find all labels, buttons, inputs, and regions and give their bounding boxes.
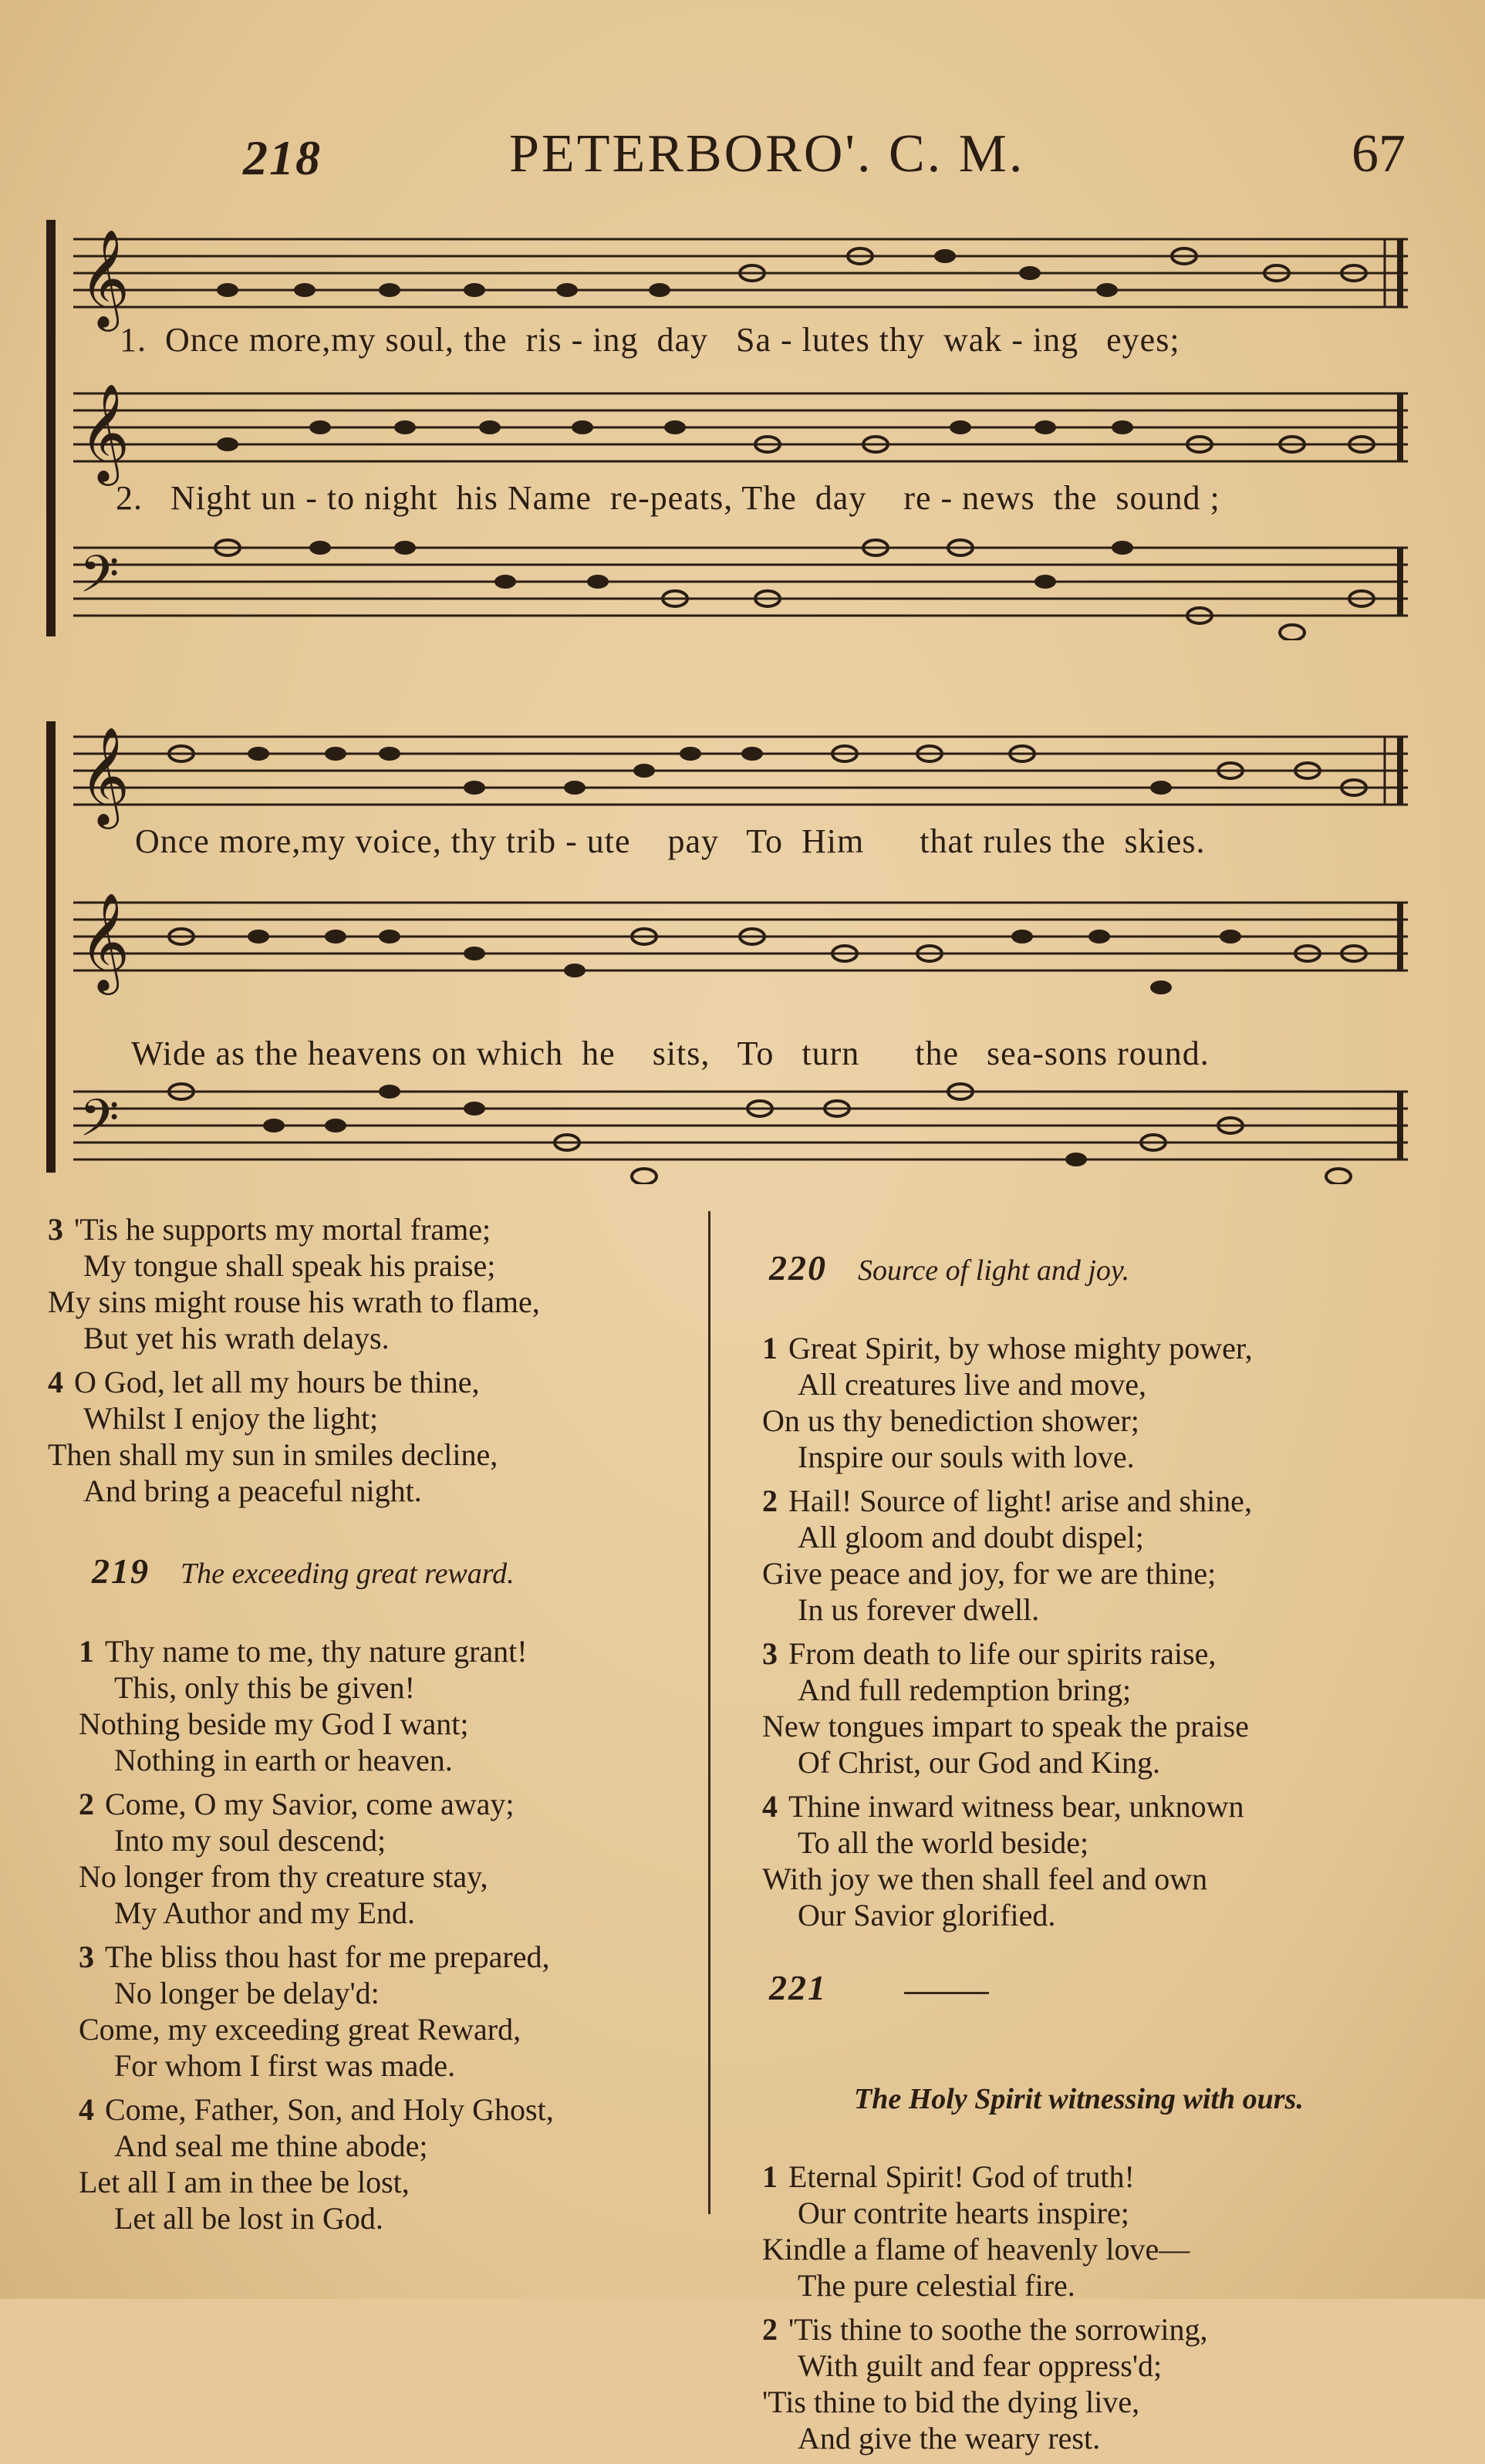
staff-alto-2 [73, 887, 1416, 989]
verse-number: 3 [48, 1212, 63, 1247]
staff-lines-icon [73, 224, 1416, 332]
verse-line: Eternal Spirit! God of truth! [788, 2159, 1135, 2194]
hymn-title: Source of light and joy. [858, 1254, 1130, 1287]
verse-number: 4 [762, 1789, 778, 1824]
verse-line: 'Tis thine to bid the dying live, [762, 2385, 1140, 2419]
left-column [48, 1211, 696, 2244]
hymn-number: 218 [243, 130, 322, 185]
verse-number: 2 [762, 2312, 778, 2347]
verse-line: Come, my exceeding great Reward, [79, 2012, 521, 2047]
staff-lines-icon [73, 721, 1416, 829]
svg-text:𝄢: 𝄢 [79, 548, 120, 616]
lyric-line: 1. Once more,my soul, the ris - ing day Sa - lutes thy wak - ing eyes; [120, 321, 1180, 359]
verse-line: Come, Father, Son, and Holy Ghost, [105, 2092, 554, 2127]
verse-line: Come, O my Savior, come away; [105, 1787, 515, 1821]
divider [904, 1992, 989, 1994]
verse-number: 2 [762, 1483, 778, 1518]
verse-line: Inspire our souls with love. [798, 1440, 1135, 1474]
verse-line: Give peace and joy, for we are thine; [762, 1556, 1217, 1591]
verse-line: No longer be delay'd: [114, 1976, 380, 2010]
verse-number: 1 [762, 2159, 778, 2194]
verse-line: Nothing beside my God I want; [79, 1706, 469, 1741]
verse [48, 1786, 696, 1931]
verse-line: Our Savior glorified. [798, 1898, 1056, 1932]
verse-line: Of Christ, our God and King. [798, 1745, 1160, 1780]
staff-bass-1 [73, 532, 1416, 625]
verse-number: 3 [79, 1939, 94, 1974]
verse-line: Let all I am in thee be lost, [79, 2165, 410, 2199]
hymn-subtitle [725, 2045, 1404, 2154]
svg-text:𝄞: 𝄞 [79, 729, 130, 823]
verse-line: Great Spirit, by whose mighty power, [788, 1331, 1253, 1365]
svg-text:𝄞: 𝄞 [79, 895, 130, 989]
verse-line: This, only this be given! [114, 1670, 415, 1705]
verse-line: New tongues impart to speak the praise [762, 1709, 1249, 1743]
verse [48, 2091, 696, 2236]
verse-number: 1 [79, 1634, 94, 1669]
verse-line: O God, let all my hours be thine, [74, 1365, 480, 1399]
verse-number: 4 [48, 1365, 63, 1399]
hymn-heading [48, 1517, 696, 1629]
verse-line: 'Tis thine to soothe the sorrowing, [788, 2312, 1208, 2347]
column-divider [708, 1211, 710, 2214]
verse-line: All creatures live and move, [798, 1367, 1147, 1402]
verse-line: Thy name to me, thy nature grant! [105, 1634, 528, 1669]
verse-line: Into my soul descend; [114, 1823, 386, 1858]
verse [48, 1633, 696, 1778]
verse-line: Our contrite hearts inspire; [798, 2196, 1129, 2230]
system-bracket-1 [46, 220, 56, 636]
verse-line: Kindle a flame of heavenly love— [762, 2232, 1190, 2267]
verse-line: To all the world beside; [798, 1825, 1089, 1860]
verse-number: 2 [79, 1787, 94, 1821]
hymn-heading [725, 1213, 1404, 1325]
verse-line: From death to life our spirits raise, [788, 1636, 1217, 1671]
staff-treble-1 [73, 224, 1416, 326]
page-header [0, 123, 1485, 185]
hymn-title: The exceeding great reward. [181, 1558, 515, 1590]
verse-line: With guilt and fear oppress'd; [798, 2348, 1163, 2383]
lyric-line: Wide as the heavens on which he sits, To turn the sea-sons round. [131, 1035, 1210, 1072]
verse-line: No longer from thy creature stay, [79, 1859, 488, 1894]
verse-number: 1 [762, 1331, 778, 1365]
verse-line: But yet his wrath delays. [83, 1321, 390, 1355]
staff-lines-icon [73, 887, 1416, 995]
verse-line: In us forever dwell. [798, 1592, 1040, 1627]
verse-line: Hail! Source of light! arise and shine, [788, 1483, 1252, 1518]
verse [725, 1635, 1404, 1780]
staff-lines-icon [73, 1076, 1416, 1184]
staff-lines-icon [73, 378, 1416, 486]
verse-line: My tongue shall speak his praise; [83, 1248, 496, 1283]
verse-line: Whilst I enjoy the light; [83, 1401, 379, 1436]
hymn-heading [725, 1933, 1404, 2045]
svg-text:𝄢: 𝄢 [79, 1092, 120, 1159]
verse [48, 1211, 696, 1356]
hymn-number: 221 [769, 1968, 827, 2007]
verse-line: My Author and my End. [114, 1895, 415, 1930]
hymn-title: The Holy Spirit witnessing with ours. [854, 2083, 1304, 2115]
system-bracket-2 [46, 721, 56, 1173]
verse-line: The bliss thou hast for me prepared, [105, 1939, 550, 1974]
right-column [725, 1207, 1404, 2464]
verse-line: Let all be lost in God. [114, 2201, 383, 2236]
verse [725, 2159, 1404, 2304]
svg-text:𝄞: 𝄞 [79, 386, 130, 480]
verse [48, 1364, 696, 1509]
staff-alto-1 [73, 378, 1416, 480]
verse-line: And full redemption bring; [798, 1672, 1132, 1707]
verse-number: 4 [79, 2092, 94, 2127]
svg-text:𝄞: 𝄞 [79, 231, 130, 326]
verse-line: On us thy benediction shower; [762, 1403, 1139, 1438]
hymn-number: 219 [92, 1551, 150, 1591]
lyric-line: 2. Night un - to night his Name re-peats, The day re - news the sound ; [116, 479, 1220, 517]
verse-line: With joy we then shall feel and own [762, 1862, 1208, 1896]
tune-title: PETERBORO'. C. M. [509, 124, 1025, 184]
verse [725, 2311, 1404, 2456]
verse-number: 3 [762, 1636, 778, 1671]
verse-line: My sins might rouse his wrath to flame, [48, 1284, 540, 1319]
verse [725, 1788, 1404, 1933]
verse-line: Nothing in earth or heaven. [114, 1743, 453, 1777]
verse [725, 1330, 1404, 1475]
verse-line: And seal me thine abode; [114, 2128, 428, 2163]
verse-line: 'Tis he supports my mortal frame; [74, 1212, 491, 1247]
page-number: 67 [1352, 124, 1406, 184]
verse-line: All gloom and doubt dispel; [798, 1520, 1144, 1554]
verse [48, 1939, 696, 2084]
staff-bass-2 [73, 1076, 1416, 1169]
verse-line: And bring a peaceful night. [83, 1473, 422, 1508]
verse-line: Thine inward witness bear, unknown [788, 1789, 1244, 1824]
verse-line: And give the weary rest. [798, 2421, 1101, 2456]
verse-line: Then shall my sun in smiles decline, [48, 1437, 498, 1472]
staff-lines-icon [73, 532, 1416, 640]
lyric-line: Once more,my voice, thy trib - ute pay To Him that rules the skies. [135, 822, 1206, 860]
verse-line: For whom I first was made. [114, 2048, 456, 2083]
verse-line: The pure celestial fire. [798, 2268, 1075, 2303]
staff-treble-2 [73, 721, 1416, 823]
hymn-number: 220 [769, 1248, 827, 1288]
verse [725, 1483, 1404, 1628]
